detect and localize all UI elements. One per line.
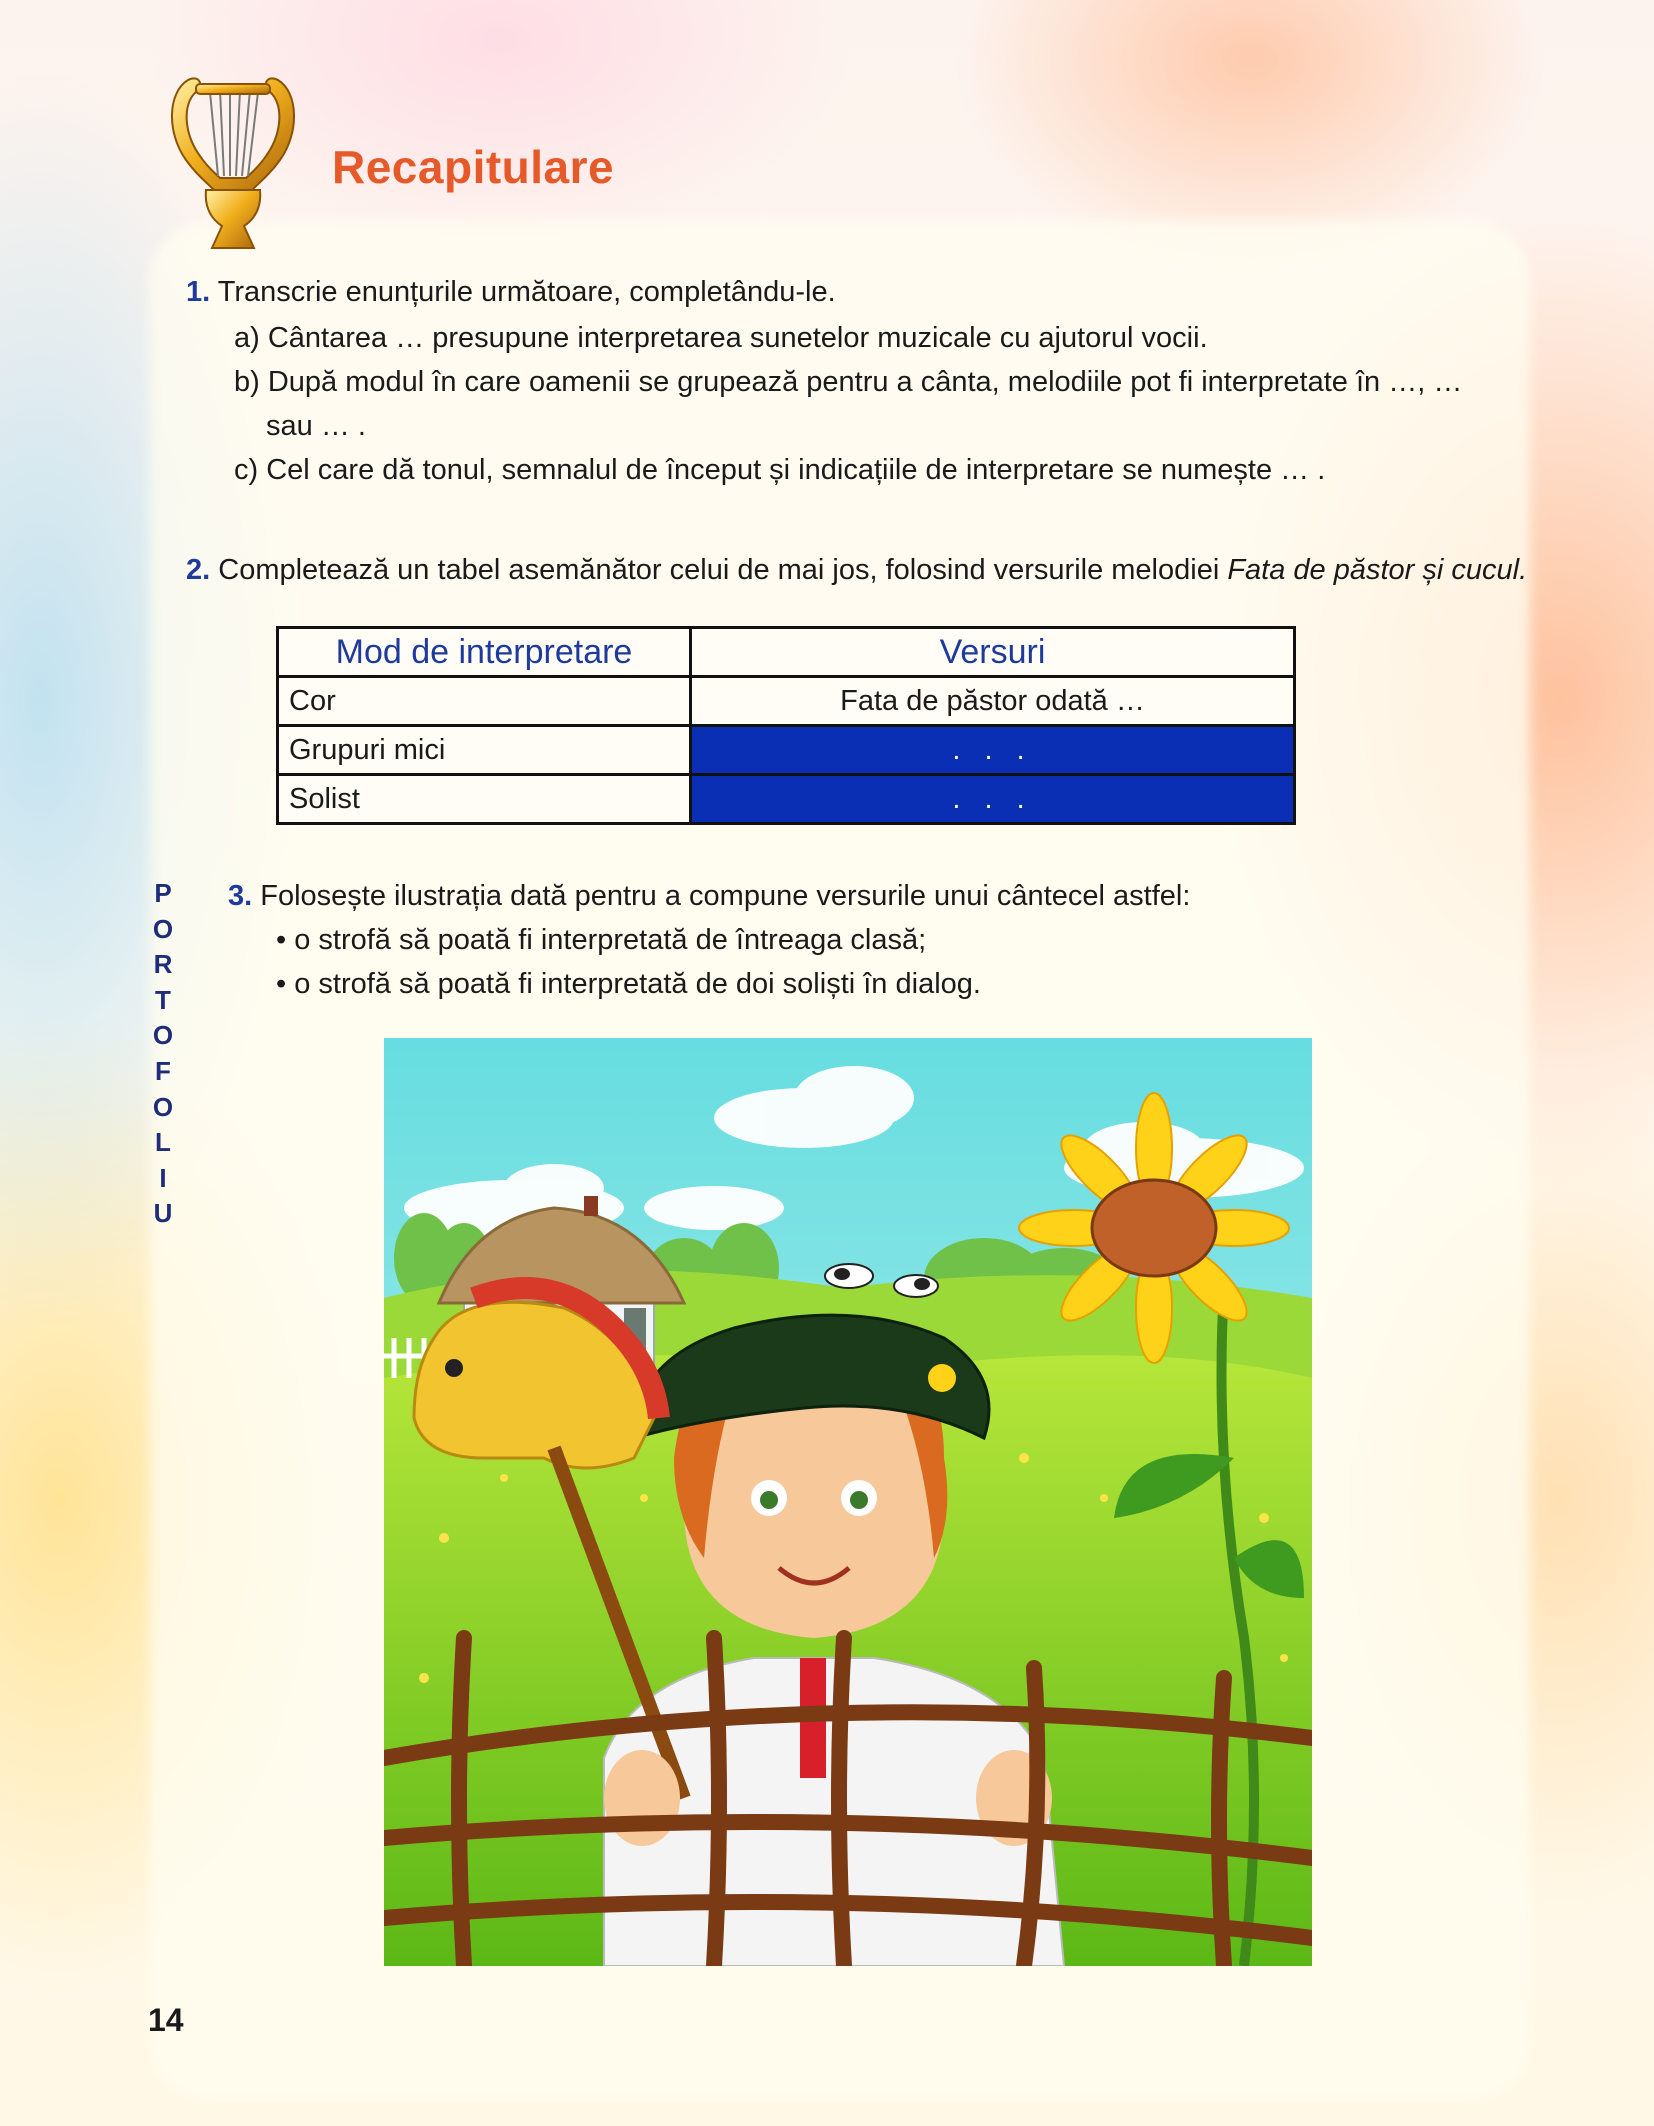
verses-cell: Fata de păstor odată …	[691, 677, 1295, 726]
mode-cell: Solist	[278, 775, 691, 824]
column-header: Mod de interpretare	[278, 628, 691, 677]
item-b-continued: sau … .	[266, 410, 366, 442]
song-title: Fata de păstor și cucul.	[1227, 554, 1528, 586]
page-number: 14	[148, 2002, 184, 2038]
portfolio-letter: O	[152, 1020, 174, 1051]
interpretation-table	[276, 626, 1296, 825]
table-row	[278, 677, 1295, 726]
lyre-icon	[166, 72, 300, 260]
question-text: Transcrie enunțurile următoare, completându-le.	[217, 276, 836, 308]
portfolio-letter: U	[153, 1198, 173, 1229]
table-row	[278, 775, 1295, 824]
item-b: b) După modul în care oamenii se grupează pentru a cânta, melodiile pot fi interpretate în …, …	[234, 366, 1463, 398]
portfolio-letter: R	[153, 949, 173, 980]
question-3	[228, 876, 1190, 916]
illustration-village-boy	[384, 1038, 1312, 1966]
portfolio-letter: F	[155, 1055, 171, 1086]
verses-blank-cell: . . .	[691, 775, 1295, 824]
question-number: 2.	[186, 554, 211, 586]
portfolio-letter: O	[152, 1091, 174, 1122]
portfolio-letter: I	[159, 1162, 167, 1193]
question-2	[186, 550, 1527, 590]
question-text: Completează un tabel asemănător celui de mai jos, folosind versurile melodiei	[218, 554, 1228, 586]
portfolio-letter: O	[152, 913, 174, 944]
mode-cell: Cor	[278, 677, 691, 726]
table-row	[278, 726, 1295, 775]
question-number: 3.	[228, 880, 253, 912]
question-number: 1.	[186, 276, 211, 308]
portfolio-letter: P	[154, 878, 172, 908]
page-title: Recapitulare	[332, 141, 615, 193]
column-header: Versuri	[691, 628, 1295, 677]
verses-blank-cell: . . .	[691, 726, 1295, 775]
bullet-1: • o strofă să poată fi interpretată de întreaga clasă;	[276, 924, 927, 956]
question-1	[186, 272, 836, 312]
table-header-row	[278, 628, 1295, 677]
mode-cell: Grupuri mici	[278, 726, 691, 775]
bullet-2: • o strofă să poată fi interpretată de doi soliști în dialog.	[276, 968, 981, 1000]
item-a: a) Cântarea … presupune interpretarea sunetelor muzicale cu ajutorul vocii.	[234, 322, 1208, 354]
portfolio-letter: T	[155, 984, 171, 1015]
portfolio-label	[148, 876, 178, 1232]
item-c: c) Cel care dă tonul, semnalul de început și indicațiile de interpretare se numește … .	[234, 454, 1326, 486]
question-text: Folosește ilustrația dată pentru a compune versurile unui cântecel astfel:	[260, 880, 1191, 912]
portfolio-letter: L	[155, 1127, 171, 1158]
